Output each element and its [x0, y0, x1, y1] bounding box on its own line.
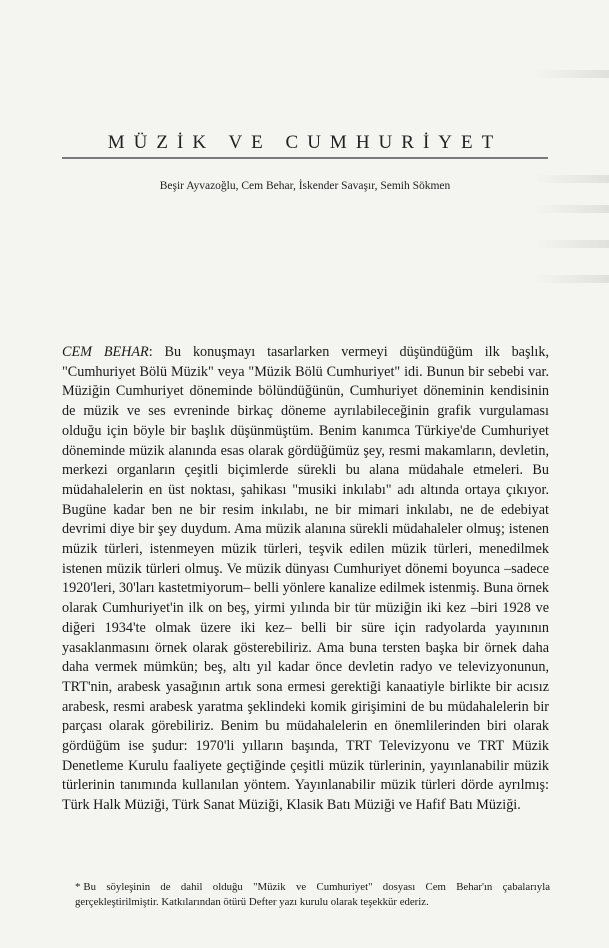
article-body: [62, 343, 549, 816]
footnote: [75, 880, 550, 910]
bleed-through-shadow: [534, 275, 609, 283]
title-divider: [62, 157, 548, 159]
bleed-through-shadow: [534, 240, 609, 248]
bleed-through-shadow: [534, 205, 609, 213]
speaker-name: CEM BEHAR: [62, 344, 149, 360]
author-list: Beşir Ayvazoğlu, Cem Behar, İskender Savaşır, Semih Sökmen: [159, 180, 451, 192]
footnote-marker: *: [75, 881, 81, 893]
bleed-through-shadow: [534, 70, 609, 78]
body-text: : Bu konuşmayı tasarlarken vermeyi düşündüğüm ilk başlık, "Cumhuriyet Bölü Müzik" veya "Müzik Bölü Cumhuriyet" idi. Bunun bir sebebi var. Müziğin Cumhuriyet döneminde bölündüğünün, Cumhuriyet döneminin kendisinin de müzik ve ses evreninde birkaç döneme ayrılabileceğinin grafik vurgulaması olduğu için böyle bir başlık düşünmüştüm. Benim kanımca Türkiye'de Cumhuriyet döneminde müzik alanında esas olarak gördüğümüz şey, resmi makamların, devletin, merkezi organların çeşitli biçimlerde sürekli bu alana müdahale etmeleri. Bu müdahalelerin en üst noktası, şahikası "musiki inkılabı" adı altında ortaya çıkıyor. Bugüne kadar ben ne bir resim inkılabı, ne bir mimari inkılabı, ne de edebiyat devrimi diye bir şey duydum. Ama müzik alanına sürekli müdahaleler olmuş; istenen müzik türleri, istenmeyen müzik türleri, teşvik edilen müzik türleri, menedilmek istenen müzik türleri olmuş. Ve müzik dünyası Cumhuriyet dönemi boyunca –sadece 1920'leri, 30'ları kastetmiyorum– belli yönlere kanalize edilmek istenmiş. Buna örnek olarak Cumhuriyet'in ilk on beş, yirmi yılında bir tür müziğin iki kez –biri 1928 ve diğeri 1934'te olmak üzere iki kez– belli bir süre için radyolarda yayınının yasaklanmasını örnek olarak gösterebiliriz. Ama buna tersten başka bir örnek daha daha vermek mümkün; beş, altı yıl kadar önce devletin radyo ve televizyonunun, TRT'nin, arabesk yasağının artık sona ermesi gerektiği kanaatiyle birlikte bir acısız arabesk, resmi arabesk yaratma şeklindeki komik girişimini de bu müdahalelerin bir parçası olarak görebiliriz. Benim bu müdahalelerin en önemlilerinden biri olarak gördüğüm ise şudur: 1970'li yılların başında, TRT Televizyonu ve TRT Müzik Denetleme Kurulu faaliyete geçtiğinde çeşitli müzik türlerinin, yayınlanabilir müzik türlerinin tanımında kullanılan yöntem. Yayınlanabilir müzik türleri dörde ayrılmış: Türk Halk Müziği, Türk Sanat Müziği, Klasik Batı Müziği ve Hafif Batı Müziği.: [62, 344, 550, 814]
footnote-text: Bu söyleşinin de dahil olduğu "Müzik ve Cumhuriyet" dosyası Cem Behar'ın çabalarıyla gerçekleştirilmiştir. Katkılarından ötürü Defter yazı kurulu olarak teşekkür ederiz.: [75, 881, 550, 908]
article-title: MÜZİK VE CUMHURİYET: [107, 132, 503, 153]
